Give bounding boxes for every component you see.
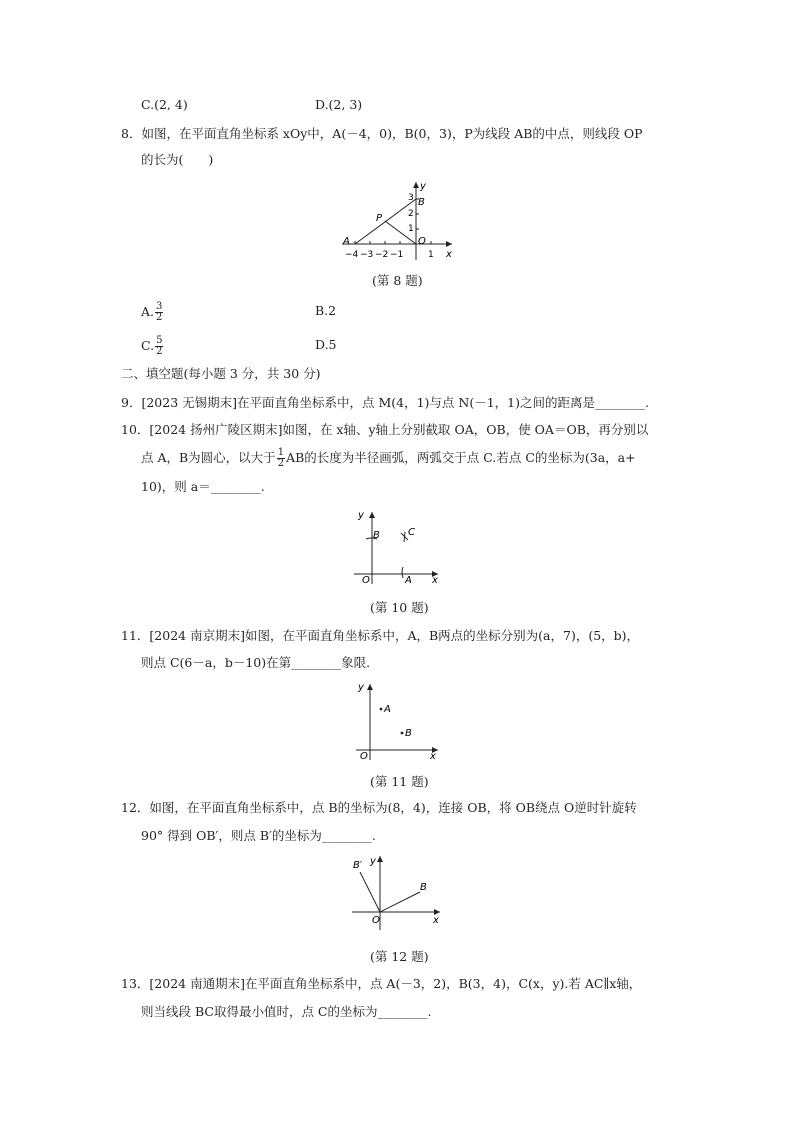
- q11-label-o: O: [360, 751, 368, 762]
- q10-label-y: y: [358, 510, 364, 521]
- q11-point-a: [380, 708, 383, 711]
- q10-label-b: B: [373, 530, 380, 541]
- q8-option-c-prefix: C.: [141, 338, 155, 353]
- q11-stem-line2: 则点 C(6－a，b－10)在第________象限.: [141, 655, 371, 670]
- q10-stem-line2: [141, 448, 636, 469]
- q8-xtick-m1: −1: [390, 250, 404, 260]
- q8-figure: [336, 178, 460, 262]
- q12-label-x: x: [433, 915, 439, 926]
- q8-option-d: D.5: [315, 337, 337, 352]
- q11-y-axis-arrow: [367, 684, 373, 690]
- q12-stem-line1: 12．如图，在平面直角坐标系中，点 B的坐标为(8，4)，连接 OB，将 OB绕点 O逆时针旋转: [121, 800, 637, 815]
- q10-stem-line1: 10．[2024 扬州广陵区期末]如图，在 x轴、y轴上分别截取 OA，OB，使 OA＝OB，再分别以: [121, 422, 649, 437]
- q12-y-axis-arrow: [377, 856, 383, 862]
- q8-label-o: O: [418, 236, 426, 247]
- q9-stem: 9．[2023 无锡期末]在平面直角坐标系中，点 M(4，1)与点 N(－1，1)之间的距离是________.: [121, 395, 649, 410]
- q8-option-a-fraction: [155, 302, 163, 323]
- q10-figure: [350, 508, 444, 586]
- q8-caption: (第 8 题): [372, 273, 423, 288]
- q8-label-p: P: [376, 213, 383, 224]
- q8-option-b: B.2: [315, 303, 337, 318]
- q8-option-c-den: 2: [156, 346, 163, 357]
- q8-xtick-1: 1: [428, 250, 434, 260]
- q12-segment-ob: [380, 892, 420, 912]
- q8-option-a-prefix: A.: [141, 304, 155, 319]
- q12-figure: [348, 852, 444, 934]
- q8-option-c-fraction: [155, 336, 163, 357]
- section-heading-fill-in: 二、填空题(每小题 3 分，共 30 分): [121, 366, 321, 381]
- q12-label-bp: B′: [353, 860, 363, 871]
- q13-stem-line1: 13．[2024 南通期末]在平面直角坐标系中，点 A(－3，2)，B(3，4)，C(x，y).若 AC∥x轴，: [121, 976, 642, 991]
- q8-label-x: x: [446, 249, 452, 260]
- q10-fraction: [277, 448, 285, 469]
- q8-ytick-2: 2: [408, 209, 414, 219]
- q11-stem-line1: 11．[2024 南京期末]如图，在平面直角坐标系中，A，B两点的坐标分别为(a，7)，(5，b)，: [121, 628, 640, 643]
- q8-option-a-den: 2: [156, 312, 163, 323]
- q10-label-c: C: [408, 527, 415, 538]
- q10-line2-part1: 点 A，B为圆心，以大于: [141, 450, 276, 465]
- q10-fraction-num: 1: [277, 447, 285, 458]
- q8-option-c: [141, 336, 164, 357]
- q8-xtick-m4: −4: [345, 250, 359, 260]
- q13-stem-line2: 则当线段 BC取得最小值时，点 C的坐标为________.: [141, 1004, 432, 1019]
- q8-label-a: A: [343, 236, 350, 247]
- q8-ytick-1: 1: [408, 224, 414, 234]
- q10-stem-line3: 10)，则 a＝________.: [141, 479, 265, 494]
- q8-xtick-m3: −3: [360, 250, 374, 260]
- q7-option-d: D.(2, 3): [315, 97, 363, 112]
- q11-point-b: [401, 732, 404, 735]
- q11-label-b: B: [405, 728, 412, 739]
- q11-label-a: A: [384, 704, 391, 715]
- q8-y-axis-arrow: [413, 182, 419, 188]
- q12-segment-obp: [360, 872, 380, 912]
- q8-stem-line1: 8．如图，在平面直角坐标系 xOy中，A(－4，0)，B(0，3)，P为线段 AB的中点，则线段 OP: [121, 126, 643, 141]
- q10-label-x: x: [432, 575, 438, 586]
- q11-label-y: y: [358, 682, 364, 693]
- q8-xtick-m2: −2: [375, 250, 389, 260]
- q8-stem-line2: 的长为( ): [141, 152, 214, 167]
- q8-label-b: B: [418, 197, 425, 208]
- q12-label-b: B: [420, 882, 427, 893]
- q11-figure: [352, 680, 442, 764]
- q10-fraction-den: 2: [277, 458, 285, 469]
- q8-x-axis-arrow: [446, 241, 452, 247]
- q12-label-o: O: [372, 915, 380, 926]
- q8-ytick-3: 3: [408, 193, 414, 203]
- q12-caption: (第 12 题): [370, 949, 429, 964]
- q8-label-y: y: [420, 181, 426, 192]
- q11-caption: (第 11 题): [370, 774, 429, 789]
- q12-stem-line2: 90° 得到 OB′，则点 B′的坐标为________.: [141, 828, 376, 843]
- q10-line2-part2: AB的长度为半径画弧，两弧交于点 C.若点 C的坐标为(3a，a+: [286, 450, 636, 465]
- q11-label-x: x: [430, 751, 436, 762]
- q10-label-o: O: [362, 575, 370, 586]
- q10-y-axis-arrow: [369, 512, 375, 518]
- q8-option-a-num: 3: [156, 301, 163, 312]
- q10-arc-a: [402, 567, 403, 578]
- q8-option-a: [141, 302, 164, 323]
- q12-label-y: y: [370, 856, 376, 867]
- q7-option-c: C.(2, 4): [141, 97, 188, 112]
- q10-label-a: A: [405, 575, 412, 586]
- q10-arc-c2: [404, 532, 405, 542]
- q8-option-c-num: 5: [156, 335, 163, 346]
- q10-caption: (第 10 题): [370, 600, 429, 615]
